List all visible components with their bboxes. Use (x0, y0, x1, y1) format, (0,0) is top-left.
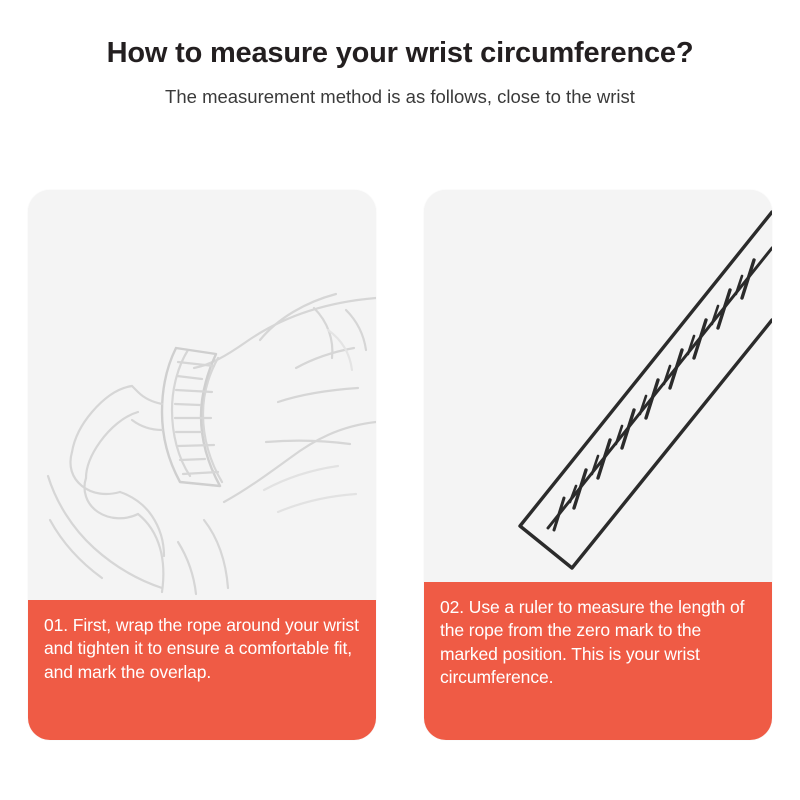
step-1-caption: 01. First, wrap the rope around your wrist and tighten it to ensure a comfortable fit, and mark the overlap. (28, 600, 376, 740)
page-title: How to measure your wrist circumference? (106, 37, 694, 69)
page-subtitle: The measurement method is as follows, close to the wrist (165, 85, 635, 107)
step-2-caption: 02. Use a ruler to measure the length of the rope from the zero mark to the marked position. This is your wrist circumference. (424, 582, 772, 740)
page-header (0, 0, 800, 109)
wrist-measure-illustration (28, 190, 376, 600)
step-card-1 (28, 190, 376, 740)
ruler-illustration (424, 190, 772, 582)
ruler-illustration-svg (424, 190, 772, 582)
wrist-illustration-svg (28, 190, 376, 600)
steps-container (28, 190, 772, 740)
step-card-2 (424, 190, 772, 740)
